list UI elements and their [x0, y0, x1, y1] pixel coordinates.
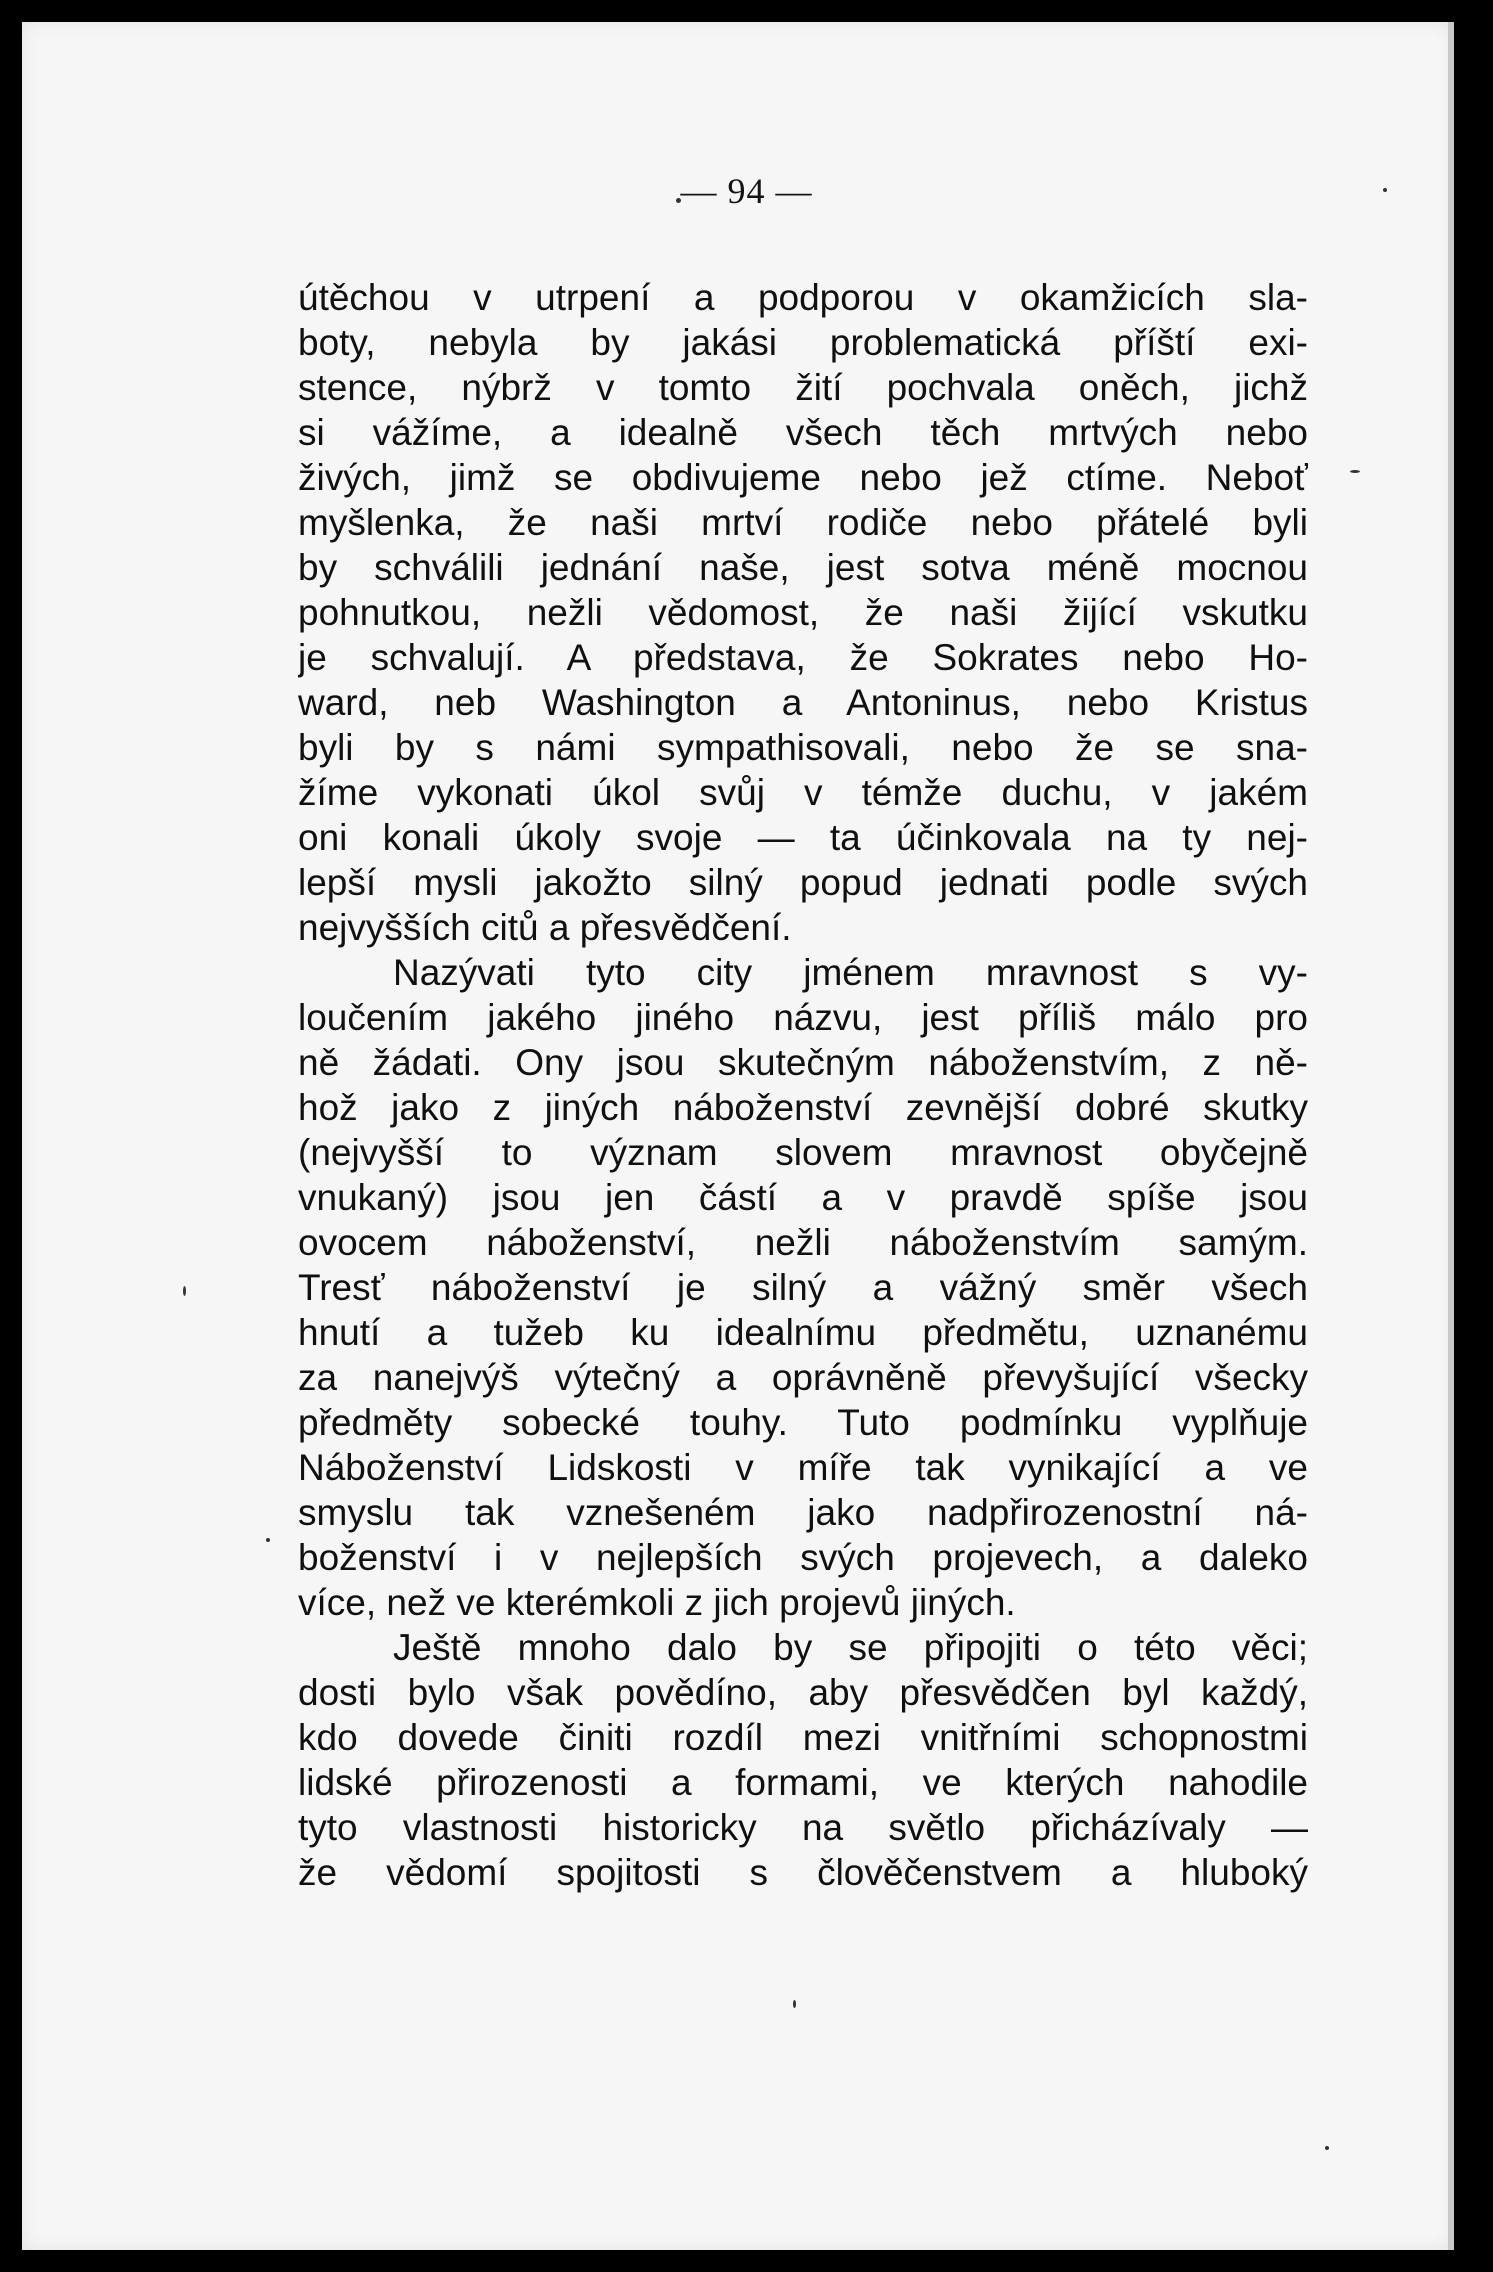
text-line: za nanejvýš výtečný a oprávněně převyšující všecky: [298, 1357, 1308, 1398]
scan-speck: [1325, 2146, 1329, 2150]
text-line: myšlenka, že naši mrtví rodiče nebo přátelé byli: [298, 502, 1308, 543]
text-line: (nejvyšší to význam slovem mravnost obyčejně: [298, 1132, 1308, 1173]
text-line: tyto vlastnosti historicky na světlo přicházívaly —: [298, 1807, 1308, 1848]
text-line: lidské přirozenosti a formami, ve kterých nahodile: [298, 1762, 1308, 1803]
text-line: útěchou v utrpení a podporou v okamžicích sla-: [298, 277, 1308, 318]
text-line: předměty sobecké touhy. Tuto podmínku vyplňuje: [298, 1402, 1308, 1443]
text-line: je schvalují. A představa, že Sokrates nebo Ho-: [298, 637, 1308, 678]
text-line: kdo dovede činiti rozdíl mezi vnitřními schopnostmi: [298, 1717, 1308, 1758]
text-line: boty, nebyla by jakási problematická příští exi-: [298, 322, 1308, 363]
text-line: boženství i v nejlepších svých projevech, a daleko: [298, 1537, 1308, 1578]
scan-speck: [793, 2000, 796, 2008]
paragraph-end-line: nejvyšších citů a přesvědčení.: [298, 907, 792, 948]
text-line: ovocem náboženství, nežli náboženstvím samým.: [298, 1222, 1308, 1263]
text-line: dosti bylo však povědíno, aby přesvědčen byl každý,: [298, 1672, 1308, 1713]
text-line: vnukaný) jsou jen částí a v pravdě spíše jsou: [298, 1177, 1308, 1218]
page-number: — 94 —: [680, 171, 813, 211]
text-line: pohnutkou, nežli vědomost, že naši žijící vskutku: [298, 592, 1308, 633]
text-line: ně žádati. Ony jsou skutečným náboženstvím, z ně-: [298, 1042, 1308, 1083]
text-line: smyslu tak vznešeném jako nadpřirozenostní ná-: [298, 1492, 1308, 1533]
page-edge: [1448, 22, 1454, 2250]
scan-speck: [1350, 470, 1360, 473]
text-line: byli by s námi sympathisovali, nebo že se sna-: [298, 727, 1308, 768]
scan-speck: [676, 198, 681, 203]
text-line: živých, jimž se obdivujeme nebo jež ctíme. Neboť: [298, 457, 1308, 498]
scan-speck: [266, 1538, 270, 1542]
text-line: stence, nýbrž v tomto žití pochvala oněch, jichž: [298, 367, 1308, 408]
paragraph-end-line: více, než ve kterémkoli z jich projevů jiných.: [298, 1582, 1016, 1623]
paragraph-start-line: Ještě mnoho dalo by se připojiti o této věci;: [393, 1627, 1308, 1668]
text-line: si vážíme, a idealně všech těch mrtvých nebo: [298, 412, 1308, 453]
text-line: by schválili jednání naše, jest sotva méně mocnou: [298, 547, 1308, 588]
text-line: ward, neb Washington a Antoninus, nebo Kristus: [298, 682, 1308, 723]
scan-speck: [183, 1286, 186, 1296]
text-line: lepší mysli jakožto silný popud jednati podle svých: [298, 862, 1308, 903]
text-line: hnutí a tužeb ku idealnímu předmětu, uznanému: [298, 1312, 1308, 1353]
text-line: že vědomí spojitosti s člověčenstvem a hluboký: [298, 1852, 1308, 1893]
scan-speck: [1383, 188, 1387, 192]
text-line: žíme vykonati úkol svůj v témže duchu, v jakém: [298, 772, 1308, 813]
paragraph-start-line: Nazývati tyto city jménem mravnost s vy-: [393, 952, 1308, 993]
text-line: oni konali úkoly svoje — ta účinkovala na ty nej-: [298, 817, 1308, 858]
text-line: loučením jakého jiného názvu, jest příliš málo pro: [298, 997, 1308, 1038]
body-text: [298, 275, 1308, 1895]
text-line: Tresť náboženství je silný a vážný směr všech: [298, 1267, 1308, 1308]
text-line: hož jako z jiných náboženství zevnější dobré skutky: [298, 1087, 1308, 1128]
text-line: Náboženství Lidskosti v míře tak vynikající a ve: [298, 1447, 1308, 1488]
